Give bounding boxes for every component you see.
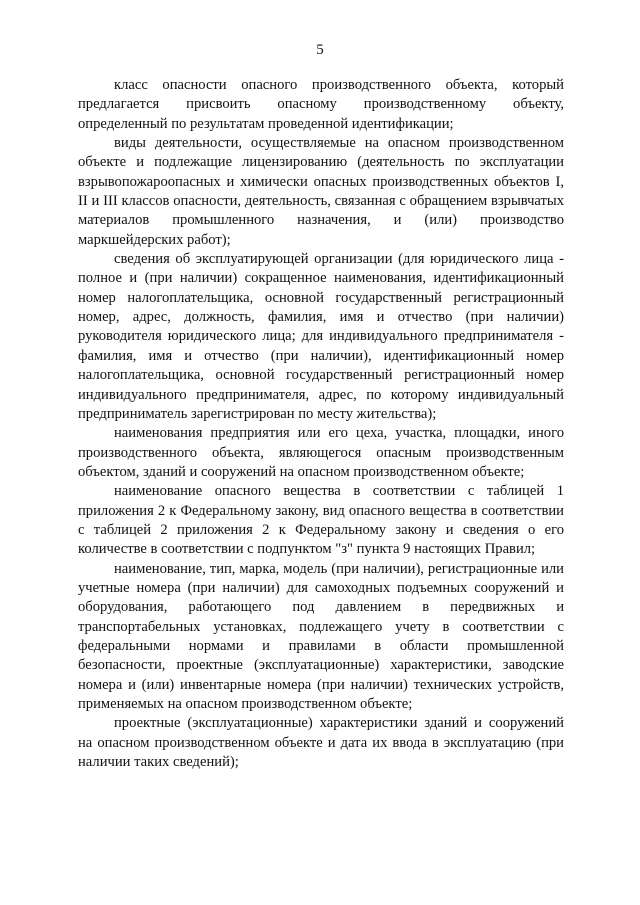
paragraph-hazard-class: класс опасности опасного производственного объекта, который предлагается присвоить опасному производственному объекту, определенный по результатам проведенной идентификации; [78,77,564,132]
paragraph-licensed-activities: виды деятельности, осуществляемые на опасном производственном объекте и подлежащие лицензированию (деятельность по эксплуатации взрывопожароопасных и химически опасных производственных объектов I, II и III классов опасности, деятельность, связанная с обращением взрывчатых материалов промышленного назначения, и (или) производство маркшейдерских работ); [78,135,564,248]
paragraph-hazardous-substance: наименование опасного вещества в соответствии с таблицей 1 приложения 2 к Федеральному закону, вид опасного вещества в соответствии с таблицей 2 приложения 2 к Федеральному закону и сведения о его количестве в соответствии с подпунктом "з" пункта 9 настоящих Правил; [78,483,564,558]
paragraph-enterprise-name: наименования предприятия или его цеха, участка, площадки, иного производственного объекта, являющегося опасным производственным объектом, зданий и сооружений на опасном производственном объекте; [78,425,564,480]
body-text [78,76,564,772]
paragraph-building-characteristics: проектные (эксплуатационные) характеристики зданий и сооружений на опасном производственном объекте и дата их ввода в эксплуатацию (при наличии таких сведений); [78,715,564,771]
page-number: 5 [316,42,324,58]
paragraph-operator-info: сведения об эксплуатирующей организации (для юридического лица - полное и (при наличии) сокращенное наименования, идентификационный номер налогоплательщика, основной государственный регистрационный номер, адрес, должность, фамилия, имя и отчество (при наличии) руководителя юридического лица; для индивидуального предпринимателя - фамилия, имя и отчество (при наличии), идентификационный номер налогоплательщика, основной государственный регистрационный номер индивидуального предпринимателя, адрес, по которому индивидуальный предприниматель зарегистрирован по месту жительства); [78,251,564,422]
paragraph-technical-devices: наименование, тип, марка, модель (при наличии), регистрационные или учетные номера (при наличии) для самоходных подъемных сооружений и оборудования, работающего под давлением в передвижных и транспортабельных установках, подлежащего учету в соответствии с федеральными нормами и правилами в области промышленной безопасности, проектные (эксплуатационные) характеристики, заводские номера и (или) инвентарные номера (при наличии) технических устройств, применяемых на опасном производственном объекте; [78,560,564,712]
